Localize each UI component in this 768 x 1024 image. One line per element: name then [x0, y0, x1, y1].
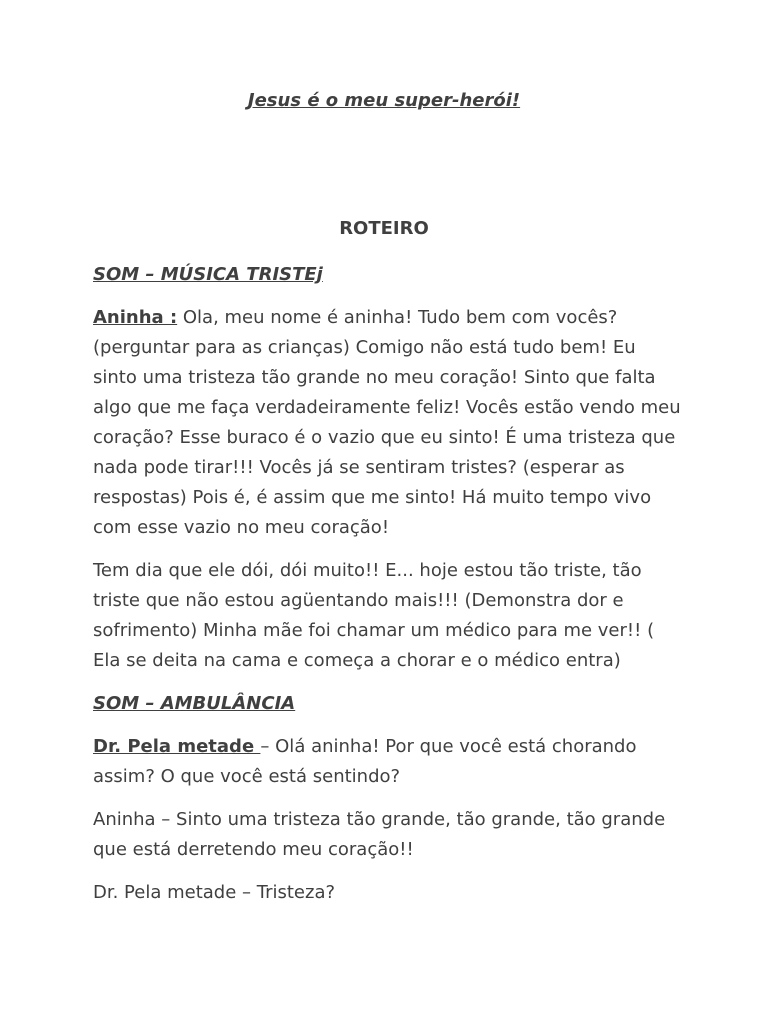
section-heading: ROTEIRO: [339, 218, 429, 239]
paragraph: Tem dia que ele dói, dói muito!! E... hoje estou tão triste, tão triste que não estou agüentando mais!!! (Demonstra dor e sofrimento) Minha mãe foi chamar um médico para me ver!! ( Ela se deita na cama e começa a chorar e o médico entra): [93, 560, 655, 671]
paragraph: Aninha – Sinto uma tristeza tão grande, tão grande, tão grande que está derretendo meu coração!!: [93, 809, 666, 860]
paragraph: [93, 303, 683, 543]
paragraph: [93, 732, 683, 792]
document-title: Jesus é o meu super-herói!: [247, 90, 521, 111]
paragraph-text: – Olá aninha! Por que você está chorando assim? O que você está sentindo?: [93, 736, 637, 787]
paragraph-text: Ola, meu nome é aninha! Tudo bem com vocês? (perguntar para as crianças) Comigo não está tudo bem! Eu sinto uma tristeza tão grande no meu coração! Sinto que falta algo que me faça verdadeiramente feliz! Vocês estão vendo meu coração? Esse buraco é o vazio que eu sinto! É uma tristeza que nada pode tirar!!! Vocês já se sentiram tristes? (esperar as respostas) Pois é, é assim que me sinto! Há muito tempo vivo com esse vazio no meu coração!: [93, 307, 681, 538]
sound-cue: [93, 260, 683, 290]
script-body: [93, 260, 683, 921]
speaker-label: Dr. Pela metade: [93, 736, 261, 757]
sound-cue-text: SOM – MÚSICA TRISTEj: [93, 264, 323, 285]
sound-cue-text: SOM – AMBULÂNCIA: [93, 693, 296, 714]
speaker-label: Aninha :: [93, 307, 178, 328]
paragraph: Dr. Pela metade – Tristeza?: [93, 882, 336, 903]
sound-cue: [93, 689, 683, 719]
